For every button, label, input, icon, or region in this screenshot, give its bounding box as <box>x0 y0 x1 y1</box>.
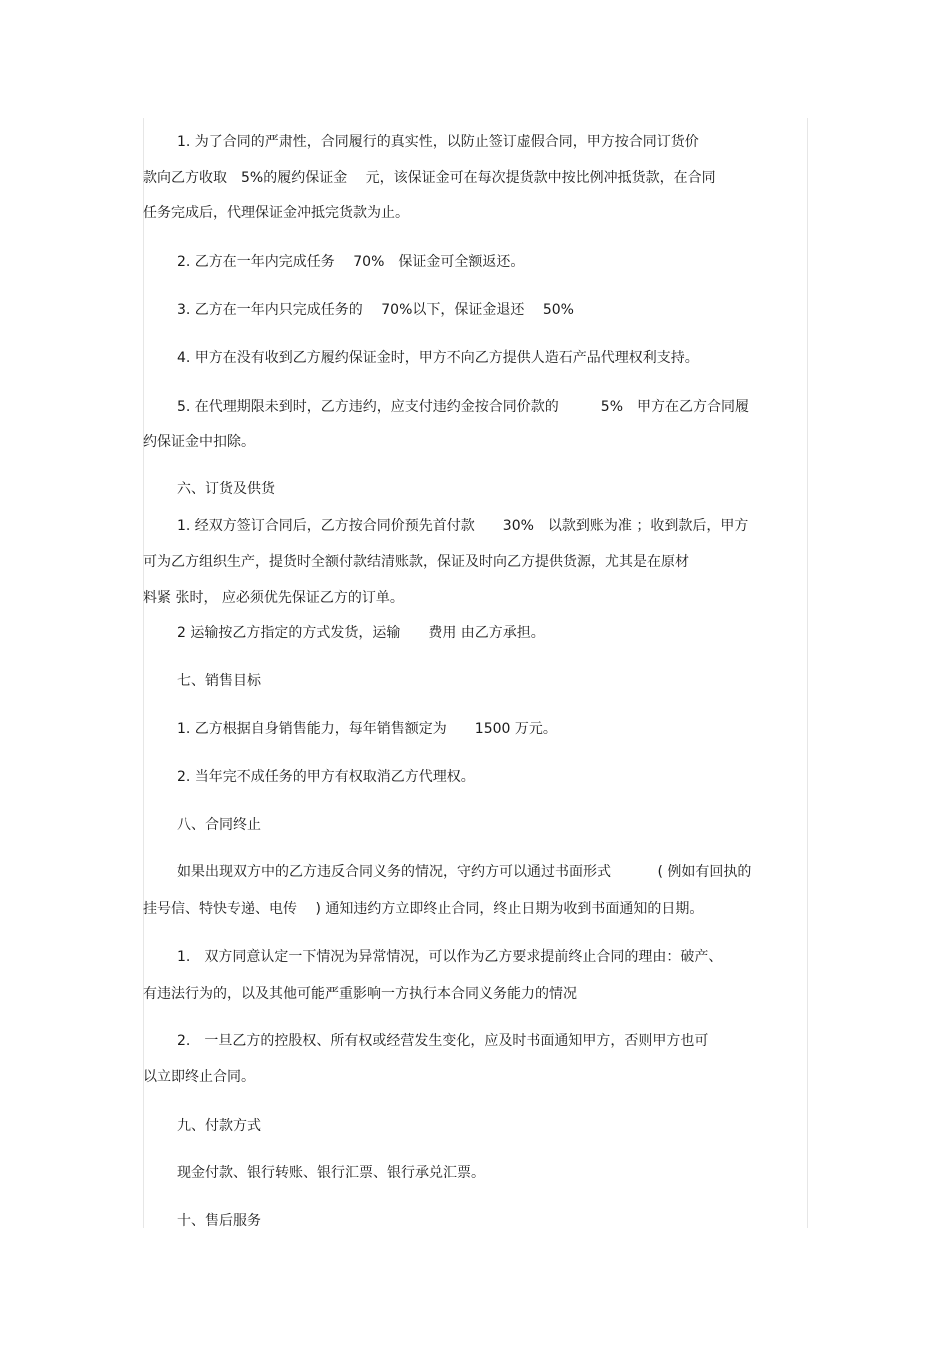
paragraph-line: 4. 甲方在没有收到乙方履约保证金时，甲方不向乙方提供人造石产品代理权利支持。 <box>177 350 699 366</box>
paragraph-line: 3. 乙方在一年内只完成任务的 70%以下，保证金退还 50% <box>177 302 574 318</box>
paragraph-line: 2. 当年完不成任务的甲方有权取消乙方代理权。 <box>177 769 475 785</box>
paragraph-line: 任务完成后，代理保证金冲抵完货款为止。 <box>143 205 409 221</box>
paragraph-line: 以立即终止合同。 <box>143 1069 255 1085</box>
paragraph-line: 1. 经双方签订合同后，乙方按合同价预先首付款 30% 以款到账为准 ；收到款后，甲方 <box>177 518 749 534</box>
paragraph-line: 1. 双方同意认定一下情况为异常情况，可以作为乙方要求提前终止合同的理由：破产、 <box>177 949 723 965</box>
section-heading: 八、合同终止 <box>177 817 261 833</box>
paragraph-line: 挂号信、特快专递、电传 ) 通知违约方立即终止合同，终止日期为收到书面通知的日期。 <box>143 901 704 917</box>
paragraph-line: 有违法行为的，以及其他可能严重影响一方执行本合同义务能力的情况 <box>143 986 577 1002</box>
paragraph-line: 如果出现双方中的乙方违反合同义务的情况，守约方可以通过书面形式 ( 例如有回执的 <box>177 864 752 880</box>
section-heading: 九、付款方式 <box>177 1118 261 1134</box>
paragraph-line: 2 运输按乙方指定的方式发货，运输 费用 由乙方承担。 <box>177 625 545 641</box>
paragraph-line: 1. 为了合同的严肃性，合同履行的真实性，以防止签订虚假合同，甲方按合同订货价 <box>177 134 699 150</box>
paragraph-line: 2. 乙方在一年内完成任务 70% 保证金可全额返还。 <box>177 254 525 270</box>
left-margin-rule <box>143 118 144 1228</box>
paragraph-line: 约保证金中扣除。 <box>143 434 255 450</box>
paragraph-line: 1. 乙方根据自身销售能力，每年销售额定为 1500 万元。 <box>177 721 557 737</box>
paragraph-line: 2. 一旦乙方的控股权、所有权或经营发生变化，应及时书面通知甲方，否则甲方也可 <box>177 1033 709 1049</box>
paragraph-line: 5. 在代理期限未到时，乙方违约，应支付违约金按合同价款的 5% 甲方在乙方合同履 <box>177 399 750 415</box>
paragraph-line: 料紧 张时， 应必须优先保证乙方的订单。 <box>143 590 404 606</box>
section-heading: 七、销售目标 <box>177 673 261 689</box>
paragraph-line: 可为乙方组织生产，提货时全额付款结清账款，保证及时向乙方提供货源，尤其是在原材 <box>143 554 689 570</box>
paragraph-line: 现金付款、银行转账、银行汇票、银行承兑汇票。 <box>177 1165 485 1181</box>
section-heading: 六、订货及供货 <box>177 481 275 497</box>
paragraph-line: 款向乙方收取 5%的履约保证金 元，该保证金可在每次提货款中按比例冲抵货款，在合同 <box>143 170 716 186</box>
section-heading: 十、售后服务 <box>177 1213 261 1229</box>
right-margin-rule <box>807 118 808 1228</box>
